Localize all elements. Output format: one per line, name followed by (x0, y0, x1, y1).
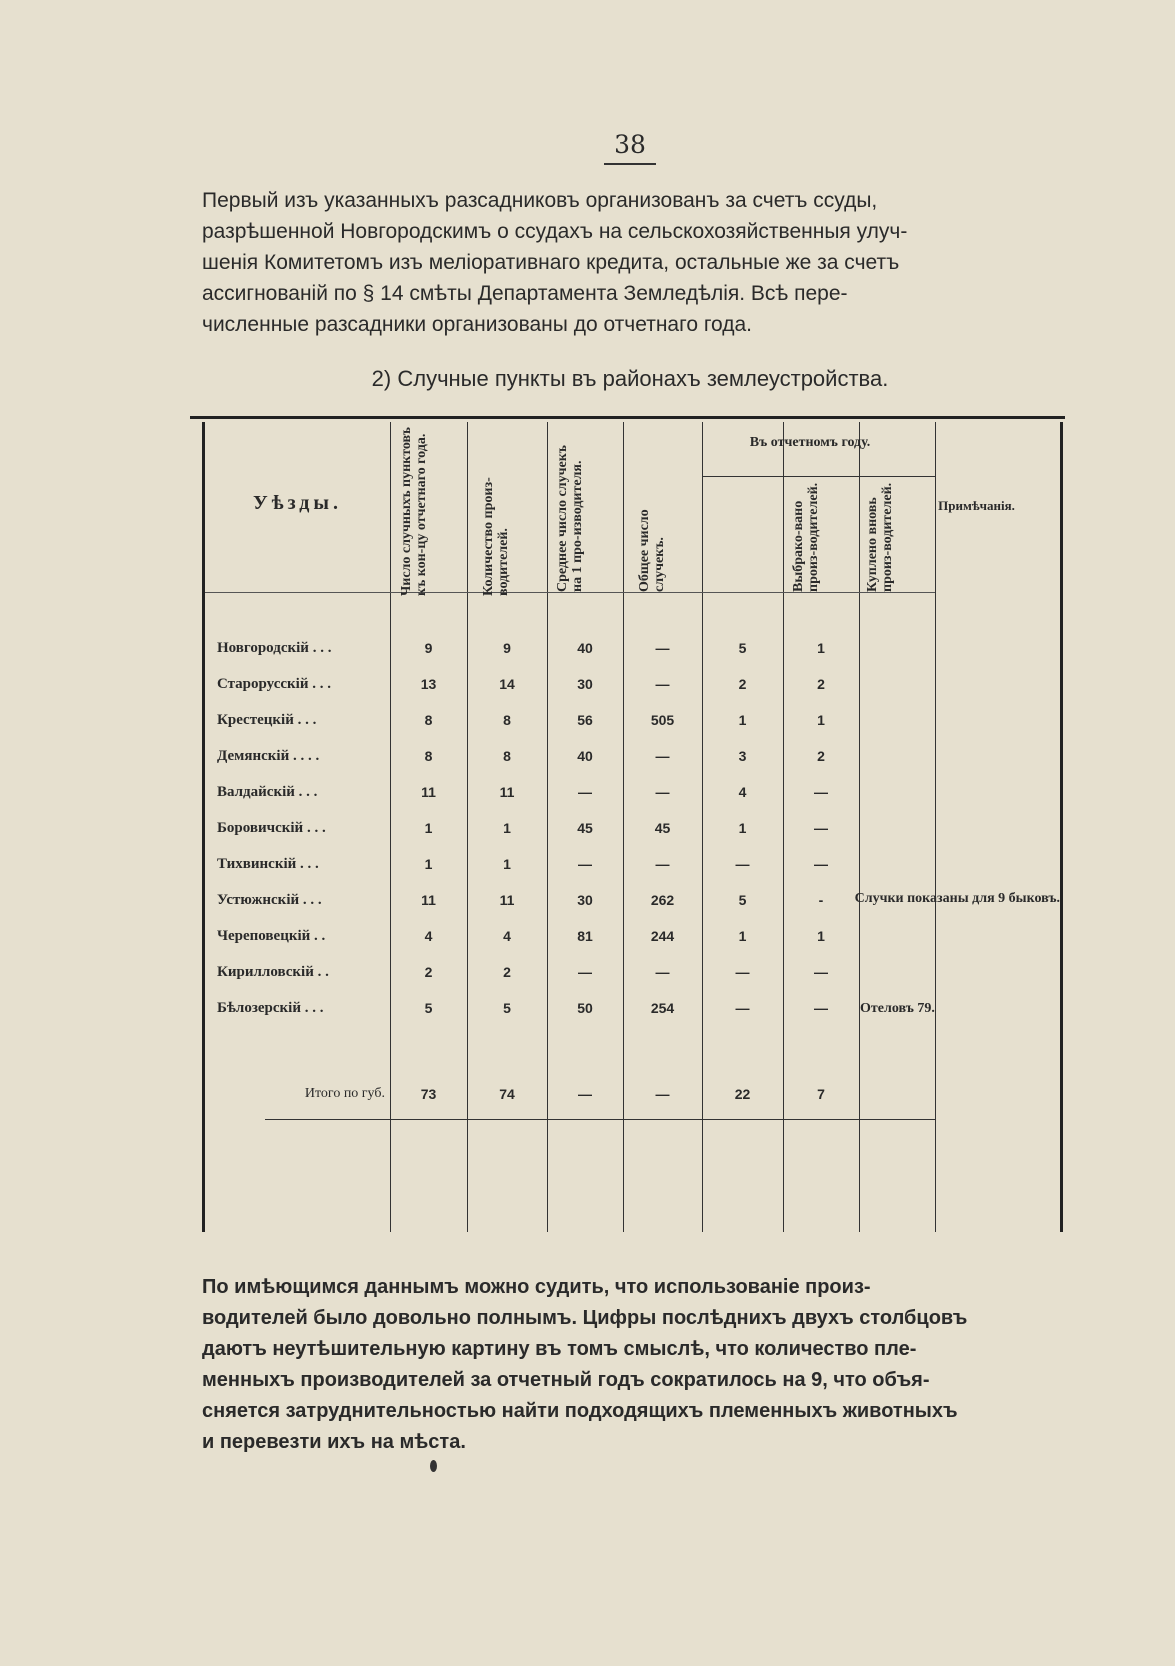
cell-average: 50 (577, 1000, 593, 1016)
cell-points: 2 (424, 964, 433, 980)
district-name: Череповецкій . . (217, 928, 326, 944)
cell-total: — (655, 1086, 670, 1102)
page-number-rule (604, 163, 656, 165)
cell-points: 73 (420, 1086, 437, 1102)
cell-bought: — (814, 784, 828, 800)
cell-bought: — (814, 1000, 828, 1016)
text-line: сняется затруднительностью найти подходящихъ племенныхъ животныхъ (202, 1400, 958, 1422)
cell-culled: — (735, 1000, 750, 1016)
cell-average: 56 (577, 712, 593, 728)
cell-culled: 22 (734, 1086, 751, 1102)
cell-culled: — (735, 964, 750, 980)
text-line: численные разсадники организованы до отчетнаго года. (202, 313, 753, 336)
header-rule (205, 592, 935, 593)
table-row (205, 738, 1060, 774)
cell-points: 13 (420, 676, 437, 692)
text-line: шенія Комитетомъ изъ меліоративнаго кредита, остальные же за счетъ (202, 251, 900, 274)
total-label: Итого по губ. (304, 1086, 385, 1101)
group-header-rule (702, 476, 935, 477)
cell-bought: — (814, 820, 828, 836)
total-rule (265, 1119, 935, 1120)
cell-bought: 1 (817, 640, 825, 656)
cell-total: — (655, 640, 670, 656)
table-row (205, 954, 1060, 990)
text-line: По имѣющимся даннымъ можно судить, что использованіе произ- (202, 1276, 871, 1298)
text-line: даютъ неутѣшительную картину въ томъ смыслѣ, что количество пле- (202, 1338, 917, 1360)
cell-average: 40 (577, 640, 593, 656)
paragraph-conclusion (202, 1272, 1062, 1458)
district-name: Демянскій . . . . (217, 748, 320, 764)
district-name: Крестецкій . . . (217, 712, 317, 728)
district-name: Устюжнскій . . . (217, 892, 322, 908)
header-culled: Выбрако-вано произ-водителей. (791, 482, 821, 592)
text-line: Первый изъ указанныхъ разсадниковъ организованъ за счетъ ссуды, (202, 189, 878, 212)
cell-total: 244 (650, 928, 675, 944)
cell-total: 262 (650, 892, 675, 908)
cell-points: 11 (421, 892, 436, 908)
cell-points: 8 (424, 712, 433, 728)
text-line: водителей было довольно полнымъ. Цифры послѣднихъ двухъ столбцовъ (202, 1307, 968, 1329)
cell-total: 505 (650, 712, 675, 728)
cell-bought: 7 (817, 1086, 825, 1102)
cell-points: 5 (424, 1000, 433, 1016)
cell-producers: 2 (503, 964, 511, 980)
cell-average: — (578, 784, 592, 800)
district-name: Тихвинскій . . . (217, 856, 319, 872)
table-top-rule (190, 416, 1065, 419)
text-line: ассигнованій по § 14 смѣты Департамента Земледѣлія. Всѣ пере- (202, 282, 848, 305)
section-title: 2) Случные пункты въ районахъ землеустройства. (371, 366, 889, 391)
header-group-year: Въ отчетномъ году. (749, 435, 871, 450)
header-bought: Куплено вновь произ-водителей. (865, 482, 895, 592)
table-row (205, 918, 1060, 954)
table-row (205, 630, 1060, 666)
cell-producers: 11 (499, 784, 515, 800)
cell-producers: 8 (503, 748, 511, 764)
cell-points: 4 (424, 928, 433, 944)
cell-average: 45 (577, 820, 593, 836)
cell-bought: 2 (817, 676, 825, 692)
district-name: Кирилловскій . . (217, 964, 329, 980)
cell-average: — (578, 1086, 592, 1102)
cell-total: — (655, 964, 670, 980)
cell-culled: 4 (738, 784, 747, 800)
cell-producers: 5 (503, 1000, 511, 1016)
header-total: Общее число случекъ. (637, 509, 667, 592)
cell-culled: 1 (738, 712, 747, 728)
cell-average: 40 (577, 748, 593, 764)
cell-producers: 1 (503, 856, 511, 872)
cell-producers: 1 (503, 820, 511, 836)
header-points: Число случныхъ пунктовъ къ кон-цу отчетнаго года. (399, 427, 429, 596)
cell-points: 8 (424, 748, 433, 764)
cell-producers: 14 (499, 676, 515, 692)
cell-total: — (655, 784, 670, 800)
ink-dot (430, 1460, 437, 1472)
total-row (205, 1076, 1060, 1112)
cell-points: 9 (424, 640, 433, 656)
district-name: Бѣлозерскій . . . (217, 1000, 324, 1016)
header-districts: Уѣзды. (252, 492, 343, 514)
cell-producers: 74 (499, 1086, 515, 1102)
note-belozersk: Отеловъ 79. (860, 1001, 935, 1016)
cell-points: 1 (424, 820, 433, 836)
table-row (205, 846, 1060, 882)
cell-average: 81 (577, 928, 593, 944)
cell-bought: - (818, 892, 824, 908)
cell-producers: 9 (503, 640, 511, 656)
cell-bought: 2 (817, 748, 825, 764)
cell-points: 11 (421, 784, 436, 800)
table-row (205, 666, 1060, 702)
cell-average: — (578, 964, 592, 980)
cell-average: — (578, 856, 592, 872)
text-line: разрѣшенной Новгородскимъ о ссудахъ на сельскохозяйственныя улуч- (202, 220, 908, 243)
cell-bought: 1 (817, 928, 825, 944)
cell-culled: 1 (738, 820, 747, 836)
cell-bought: — (814, 856, 828, 872)
cell-culled: 3 (738, 748, 747, 764)
cell-culled: 2 (738, 676, 747, 692)
paragraph-intro (202, 185, 1062, 340)
header-average: Среднее число случекъ на 1 про-изводителя. (555, 445, 585, 592)
cell-average: 30 (577, 676, 593, 692)
table-row (205, 810, 1060, 846)
table-row (205, 774, 1060, 810)
header-producers: Количество произ-водителей. (481, 477, 511, 596)
table-row (205, 702, 1060, 738)
district-name: Новгородскій . . . (217, 640, 332, 656)
cell-culled: 5 (738, 892, 747, 908)
cell-producers: 11 (499, 892, 515, 908)
cell-culled: — (735, 856, 750, 872)
cell-bought: — (814, 964, 828, 980)
note-ustyuzhna: Случки показаны для 9 быковъ. (854, 891, 1060, 906)
cell-producers: 8 (503, 712, 511, 728)
district-name: Валдайскій . . . (217, 784, 318, 800)
district-name: Боровичскій . . . (217, 820, 326, 836)
cell-bought: 1 (817, 712, 825, 728)
breeding-points-table (202, 422, 1063, 1232)
cell-average: 30 (577, 892, 593, 908)
cell-total: — (655, 676, 670, 692)
district-name: Старорусскій . . . (217, 676, 331, 692)
cell-total: — (655, 748, 670, 764)
cell-points: 1 (424, 856, 433, 872)
page-number: 38 (614, 130, 646, 159)
text-line: и перевезти ихъ на мѣста. (202, 1431, 466, 1453)
header-notes: Примѣчанія. (938, 498, 1015, 513)
cell-total: — (655, 856, 670, 872)
cell-total: 45 (654, 820, 671, 836)
cell-culled: 5 (738, 640, 747, 656)
text-line: менныхъ производителей за отчетный годъ сократилось на 9, что объя- (202, 1369, 930, 1391)
cell-culled: 1 (738, 928, 747, 944)
cell-total: 254 (650, 1000, 675, 1016)
cell-producers: 4 (503, 928, 511, 944)
